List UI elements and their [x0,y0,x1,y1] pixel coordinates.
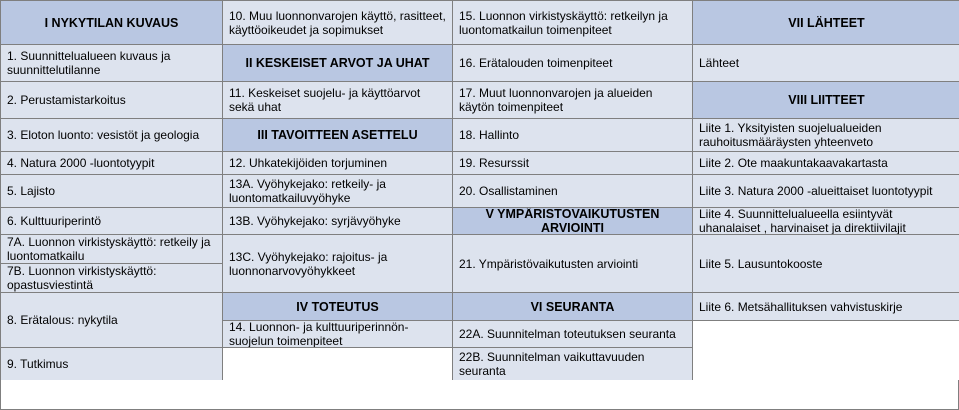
item-2: 2. Perustamistarkoitus [1,82,223,119]
item-17: 17. Muut luonnonvarojen ja alueiden käytön toimenpiteet [453,82,693,119]
item-15: 15. Luonnon virkistyskäyttö: retkeilyn ja luontomatkailun toimenpiteet [453,1,693,45]
liite-2: Liite 2. Ote maakuntakaavakartasta [693,152,959,175]
item-20: 20. Osallistaminen [453,175,693,208]
item-10: 10. Muu luonnonvarojen käyttö, rasitteet, käyttöoikeudet ja sopimukset [223,1,453,45]
lahteet-item: Lähteet [693,45,959,82]
section-header-keskeiset-arvot: II KESKEISET ARVOT JA UHAT [223,45,453,82]
liite-1: Liite 1. Yksityisten suojelualueiden rauhoitusmääräysten yhteenveto [693,119,959,152]
liite-5: Liite 5. Lausuntokooste [693,235,959,293]
section-header-seuranta: VI SEURANTA [453,293,693,321]
item-22a: 22A. Suunnitelman toteutuksen seuranta [453,321,693,348]
item-18: 18. Hallinto [453,119,693,152]
section-header-tavoitteen-asettelu: III TAVOITTEEN ASETTELU [223,119,453,152]
liite-3: Liite 3. Natura 2000 -alueittaiset luontotyypit [693,175,959,208]
item-19: 19. Resurssit [453,152,693,175]
item-13c: 13C. Vyöhykejako: rajoitus- ja luonnonarvovyöhykkeet [223,235,453,293]
item-5: 5. Lajisto [1,175,223,208]
item-11: 11. Keskeiset suojelu- ja käyttöarvot sekä uhat [223,82,453,119]
section-header-liitteet: VIII LIITTEET [693,82,959,119]
item-4: 4. Natura 2000 -luontotyypit [1,152,223,175]
item-8: 8. Erätalous: nykytila [1,293,223,348]
item-14: 14. Luonnon- ja kulttuuriperinnön-suojelun toimenpiteet [223,321,453,348]
empty-cell [223,348,453,380]
item-13a: 13A. Vyöhykejako: retkeily- ja luontomatkailuvyöhyke [223,175,453,208]
section-header-nykytila: I NYKYTILAN KUVAUS [1,1,223,45]
item-3: 3. Eloton luonto: vesistöt ja geologia [1,119,223,152]
item-22b: 22B. Suunnitelman vaikuttavuuden seuranta [453,348,693,380]
item-7a: 7A. Luonnon virkistyskäyttö: retkeily ja luontomatkailu [1,235,223,264]
item-9: 9. Tutkimus [1,348,223,380]
item-7b: 7B. Luonnon virkistyskäyttö: opastusviestintä [1,264,223,293]
section-header-toteutus: IV TOTEUTUS [223,293,453,321]
liite-4: Liite 4. Suunnittelualueella esiintyvät uhanalaiset , harvinaiset ja direktiivilajit [693,208,959,235]
section-header-lahteet: VII LÄHTEET [693,1,959,45]
item-21: 21. Ympäristövaikutusten arviointi [453,235,693,293]
item-1: 1. Suunnittelualueen kuvaus ja suunnittelutilanne [1,45,223,82]
liite-6: Liite 6. Metsähallituksen vahvistuskirje [693,293,959,321]
empty-cell [693,321,959,380]
item-16: 16. Erätalouden toimenpiteet [453,45,693,82]
item-12: 12. Uhkatekijöiden torjuminen [223,152,453,175]
item-6: 6. Kulttuuriperintö [1,208,223,235]
section-header-ymparistovaikutukset: V YMPÄRISTÖVAIKUTUSTEN ARVIOINTI [453,208,693,235]
item-13b: 13B. Vyöhykejako: syrjävyöhyke [223,208,453,235]
